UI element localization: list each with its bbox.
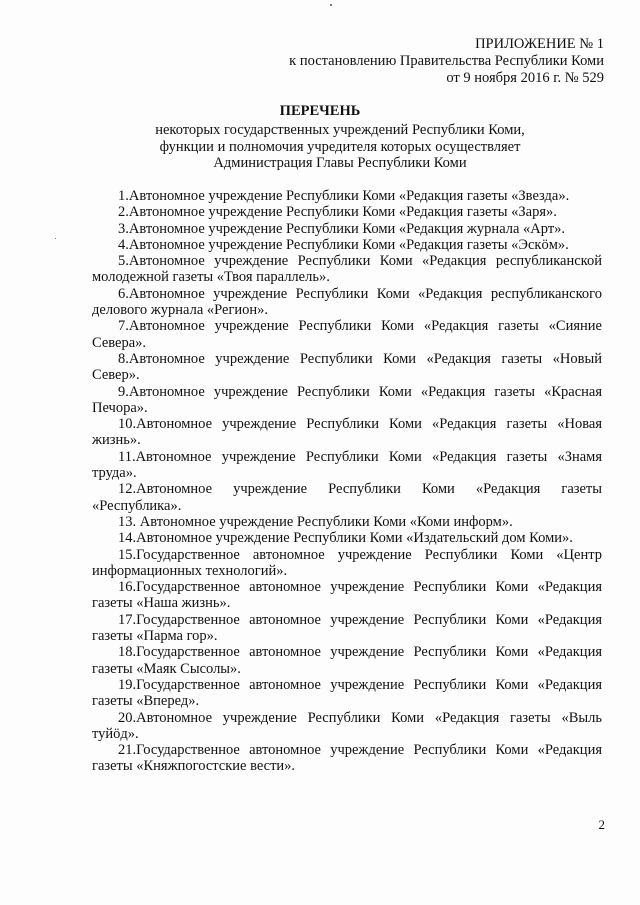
appendix-decree-date: от 9 ноября 2016 г. № 529 <box>446 70 604 86</box>
list-item: 17.Государственное автономное учреждение Республики Коми «Редакция газеты «Парма гор». <box>92 611 602 645</box>
list-item: 19.Государственное автономное учреждение Республики Коми «Редакция газеты «Вперед». <box>92 676 602 710</box>
list-item: 3.Автономное учреждение Республики Коми «Редакция журнала «Арт». <box>118 220 566 237</box>
appendix-number: ПРИЛОЖЕНИЕ № 1 <box>475 36 604 52</box>
scan-speck <box>55 238 56 239</box>
subtitle-line: функции и полномочия учредителя которых осуществляет <box>159 138 521 155</box>
document-subtitle <box>0 122 640 172</box>
list-item: 4.Автономное учреждение Республики Коми «Редакция газеты «Эскöм». <box>118 236 569 253</box>
list-item: 20.Автономное учреждение Республики Коми «Редакция газеты «Выль туйöд». <box>92 709 602 742</box>
list-item: 13. Автономное учреждение Республики Коми «Коми информ». <box>118 513 513 530</box>
appendix-decree-ref: к постановлению Правительства Республики Коми <box>289 53 604 69</box>
subtitle-line: Администрация Главы Республики Коми <box>213 155 467 171</box>
list-item: 12.Автономное учреждение Республики Коми «Редакция газеты «Республика». <box>92 481 602 514</box>
list-item: 2.Автономное учреждение Республики Коми «Редакция газеты «Заря». <box>118 204 557 221</box>
list-item: 15.Государственное автономное учреждение Республики Коми «Центр информационных технологий». <box>92 546 602 579</box>
list-item: 9.Автономное учреждение Республики Коми «Редакция газеты «Красная Печора». <box>92 383 602 416</box>
list-item: 18.Государственное автономное учреждение Республики Коми «Редакция газеты «Маяк Сысолы». <box>92 644 602 677</box>
list-item: 8.Автономное учреждение Республики Коми «Редакция газеты «Новый Север». <box>92 350 602 384</box>
institution-list <box>92 188 602 775</box>
list-item: 7.Автономное учреждение Республики Коми «Редакция газеты «Сияние Севера». <box>92 318 602 351</box>
list-item: 16.Государственное автономное учреждение Республики Коми «Редакция газеты «Наша жизнь». <box>92 579 602 612</box>
scan-speck <box>330 4 332 6</box>
list-item: 14.Автономное учреждение Республики Коми «Издательский дом Коми». <box>118 530 573 547</box>
document-title: ПЕРЕЧЕНЬ <box>279 103 361 119</box>
list-item: 6.Автономное учреждение Республики Коми «Редакция республиканского делового журнала «Регион». <box>92 285 602 319</box>
list-item: 5.Автономное учреждение Республики Коми «Редакция республиканской молодежной газеты «Твоя параллель». <box>92 253 602 286</box>
list-item: 1.Автономное учреждение Республики Коми «Редакция газеты «Звезда». <box>118 188 570 204</box>
list-item: 11.Автономное учреждение Республики Коми «Редакция газеты «Знамя труда». <box>92 448 602 482</box>
appendix-header <box>289 36 604 87</box>
list-item: 21.Государственное автономное учреждение Республики Коми «Редакция газеты «Княжпогостские вести». <box>92 742 602 775</box>
subtitle-line: некоторых государственных учреждений Республики Коми, <box>155 122 525 138</box>
list-item: 10.Автономное учреждение Республики Коми «Редакция газеты «Новая жизнь». <box>92 416 602 449</box>
page-number: 2 <box>598 817 605 832</box>
